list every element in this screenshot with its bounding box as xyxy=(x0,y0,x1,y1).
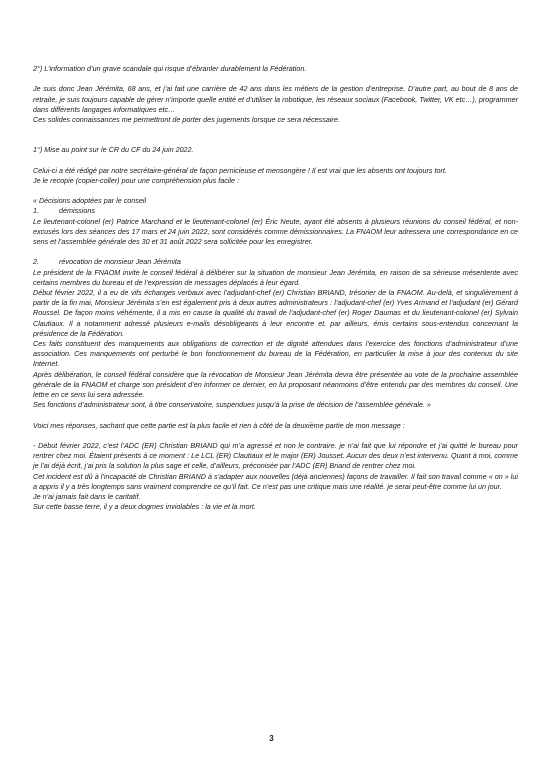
section-2-paragraph: Je suis donc Jean Jérémita, 68 ans, et j’ai fait une carrière de 42 ans dans les métiers de la gestion d’entreprise. D’autre part, au bout de 8 ans de retraite, je suis toujours capable de gérer n’importe quelle entité et d’utiliser la robotique, les réseaux sociaux (Facebook, Twitter, VK etc…), programmer dans différents langages informatiques etc… xyxy=(33,84,518,114)
spacer xyxy=(33,155,518,165)
spacer xyxy=(33,410,518,420)
quote-item-2-paragraph: Ces faits constituent des manquements aux obligations de correction et de dignité attendues dans l’exercice des fonctions d’administrateur d’une association. Ces manquements ont perturbé le bon fonctionnement du bureau de la Fédération, en particulier la mise à jour des contenus du site Internet. xyxy=(33,339,518,369)
section-2-heading: 2°) L’information d’un grave scandale qui risque d’ébranler durablement la Fédération. xyxy=(33,64,307,73)
quote-item-2-title xyxy=(33,257,518,267)
spacer xyxy=(33,431,518,441)
section-2-paragraph: Ces solides connaissances me permettront de porter des jugements lorsque ce sera nécessaire. xyxy=(33,115,340,124)
section-1-paragraph: Celui-ci a été rédigé par notre secrétaire-général de façon pernicieuse et mensongère ! Il est vrai que les absents ont toujours tort. xyxy=(33,165,447,175)
quote-item-2-paragraph: Le président de la FNAOM invite le conseil fédéral à délibérer sur la situation de monsieur Jean Jérémita, en raison de sa sérieuse mésentente avec certains membres du bureau et de l’expression de messages déplacés à leur égard. xyxy=(33,267,518,287)
response-paragraph: - Début février 2022, c’est l’ADC (ER) Christian BRIAND qui m’a agressé et non le contraire. je n’ai fait que lui répondre et j’ai quitté le bureau pour rentrer chez moi. Étaient présents à ce moment : Le LCL (ER) Clautiaux et le major (ER) Jousset. Aucun des deux n’est intervenu. Quant à moi, comme je l’ai déjà écrit, j’ai pris la solution la plus sage et celle, d’ailleurs, préconisée par l’ADC (ER) Briand de rentrer chez moi. xyxy=(33,441,518,471)
quote-intro: « Décisions adoptées par le conseil xyxy=(33,196,147,206)
spacer xyxy=(33,125,518,145)
quote-item-1-text: Le lieutenant-colonel (er) Patrice Marchand et le lieutenant-colonel (er) Éric Neute, ayant été absents à plusieurs réunions du conseil fédéral, et non-excusés lors des séances des 17 mars et 24 juin 2022, sont considérés comme démissionnaires. La FNAOM leur adressera une correspondance en ce sens et l’assemblée générale des 30 et 31 août 2022 sera sollicitée pour les enregistrer. xyxy=(33,216,518,246)
quote-item-2-paragraph: Ses fonctions d’administrateur sont, à titre conservatoire, suspendues jusqu’à la prise de décision de l’assemblée générale. » xyxy=(33,400,431,410)
response-paragraph: Cet incident est dû à l’incapacité de Christian BRIAND à s’adapter aux nouvelles (déjà anciennes) façons de travailler. Il fait son travail comme « on » lui a appris il y a très longtemps sans vraiment comprendre ce qu’il fait. Ce n’est pas une critique mais une réalité. je serai peut-être comme lui un jour. xyxy=(33,471,518,491)
section-1-heading: 1°) Mise au point sur le CR du CF du 24 juin 2022. xyxy=(33,145,194,155)
item-title: démissions xyxy=(59,206,95,216)
spacer xyxy=(33,247,518,257)
item-title: révocation de monsieur Jean Jérémita xyxy=(59,257,181,267)
response-paragraph: Sur cette basse terre, il y a deux dogmes inviolables : la vie et la mort. xyxy=(33,502,256,512)
quote-item-2-paragraph: Après délibération, le conseil fédéral considère que la révocation de Monsieur Jean Jérémita devra être présentée au vote de la prochaine assemblée générale de la FNAOM et charge son président d’en informer ce dernier, en lui proposant néanmoins d’être entendu par des membres du conseil. Une lettre en ce sens lui sera adressée. xyxy=(33,369,518,400)
responses-intro: Voici mes réponses, sachant que cette partie est la plus facile et rien à côté de la deuxième partie de mon message : xyxy=(33,420,405,430)
spacer xyxy=(33,186,518,196)
spacer xyxy=(33,74,518,84)
section-1-paragraph: Je le recopie (copier-coller) pour une compréhension plus facile : xyxy=(33,175,240,185)
page-body xyxy=(33,64,518,512)
quote-item-2-paragraph: Début février 2022, il a eu de vifs échanges verbaux avec l’adjudant-chef (er) Christian BRIAND, trésorier de la FNAOM. Au-delà, et singulièrement à partir de la fin mai, Monsieur Jérémita s’en est également pris à deux autres administrateurs : l’adjudant-chef (er) Yves Armand et l’adjudant (er) Gérard Roussel. De façon moins véhémente, il a mis en cause la qualité du travail de l’adjudant-chef (er) Roger Daumas et du lieutenant-colonel (er) Sylvain Clautiaux. Il a notamment adressé plusieurs e-mails désobligeants à leur encontre et, par ailleurs, émis certains sous-entendus concernant la présidence de la Fédération. xyxy=(33,288,518,338)
item-number: 2. xyxy=(33,257,39,267)
quote-item-1-title xyxy=(33,206,518,216)
page-number: 3 xyxy=(269,734,274,743)
response-paragraph: Je n’ai jamais fait dans le caritatif. xyxy=(33,492,141,502)
item-number: 1. xyxy=(33,206,39,216)
